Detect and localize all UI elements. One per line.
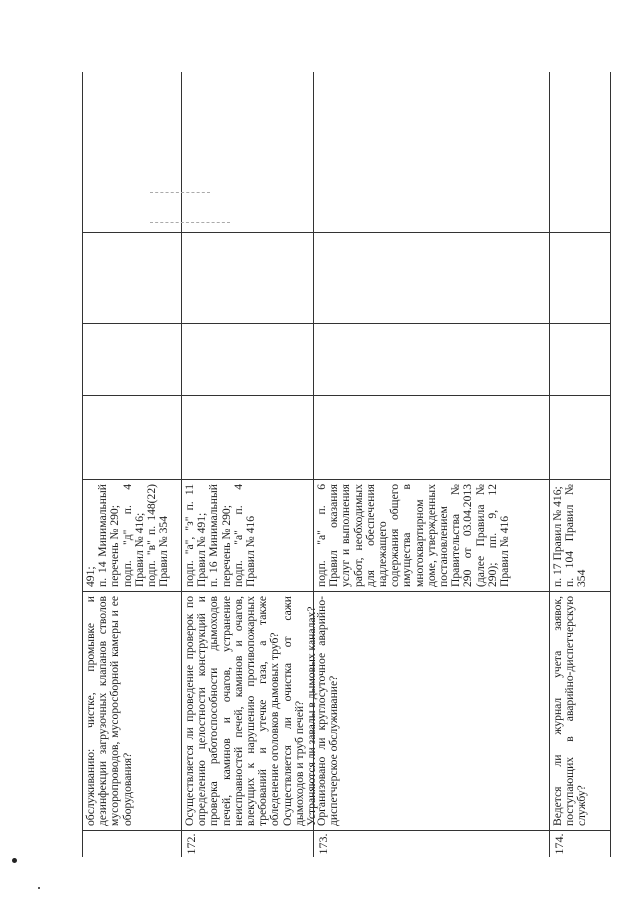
answer-yes-cell — [550, 396, 610, 480]
inspection-table — [82, 72, 610, 857]
question-text: Ведется ли журнал учета заявок, поступающих в аварийно-диспетчерскую службу? — [551, 596, 589, 826]
remarks-cell — [550, 72, 610, 233]
reference-text: подп. "а" п. 6 Правил оказания услуг и выполнения работ, необходимых для обеспечения надлежащего содержания общего имущества в многоквартирном доме, утвержденных постановлением Правительства № 290 от 03.04.2013 (далее Правила № 290); пп. 9, 12 Правил № 416 — [315, 484, 512, 587]
answer-no-cell — [314, 324, 550, 396]
question-cell — [83, 592, 182, 831]
reference-text: п. 17 Правил № 416; п. 104 Правил № 354 — [551, 484, 589, 587]
reference-text: 491; п. 14 Минимальный перечень № 290; подп. "д" п. 4 Правил № 416; подп. "в" п. 148(22) Правил № 354 — [84, 484, 171, 587]
answer-yes-cell — [83, 396, 182, 480]
question-cell — [314, 592, 550, 831]
remarks-cell — [83, 72, 182, 233]
table-row — [549, 72, 611, 857]
remarks-cell — [182, 72, 314, 233]
reference-cell — [182, 480, 314, 592]
question-cell — [182, 592, 319, 831]
table-row — [181, 72, 319, 857]
reference-text: подп. "а", "з" п. 11 Правил № 491; п. 16 Минимальный перечень № 290; подп. "а" п. 4 Правил № 416 — [183, 484, 258, 587]
question-cell — [550, 592, 610, 831]
scan-artifact — [150, 192, 210, 193]
answer-na-cell — [314, 233, 550, 324]
answer-na-cell — [550, 233, 610, 324]
scan-artifact — [150, 222, 230, 223]
table-row — [313, 72, 550, 857]
answer-na-cell — [83, 233, 182, 324]
question-text: Организовано ли круглосуточное аварийно-диспетчерское обслуживание? — [315, 596, 341, 826]
answer-no-cell — [83, 324, 182, 396]
reference-cell — [314, 480, 550, 592]
row-number: 173. — [316, 833, 330, 855]
question-text: обслуживанию: чистке, промывке и дезинфекции загрузочных клапанов стволов мусоропроводов, мусоросборной камеры и ее оборудования? — [84, 596, 134, 826]
answer-yes-cell — [314, 396, 550, 480]
row-number — [83, 831, 182, 857]
row-number: 172. — [184, 833, 198, 855]
reference-cell — [83, 480, 182, 592]
remarks-cell — [314, 72, 550, 233]
reference-cell — [550, 480, 610, 592]
question-text: Осуществляется ли проведение проверок по определению целостности конструкций и проверка работоспособности дымоходов печей, каминов и очагов, устранение неисправностей печей, каминов и очагов, влекущих к нарушению противопожарных требований и утечке газа, а также обледенение оголовков дымовых труб? Осуществляется ли очистка от сажи дымоходов и труб печей? Устраняются ли завалы в дымовых каналах? — [183, 596, 319, 826]
answer-yes-cell — [182, 396, 314, 480]
answer-na-cell — [182, 233, 314, 324]
table-row — [82, 72, 182, 857]
answer-no-cell — [182, 324, 314, 396]
scan-dot — [12, 858, 17, 863]
scan-dot — [38, 887, 40, 889]
row-number: 174. — [552, 833, 566, 855]
answer-no-cell — [550, 324, 610, 396]
